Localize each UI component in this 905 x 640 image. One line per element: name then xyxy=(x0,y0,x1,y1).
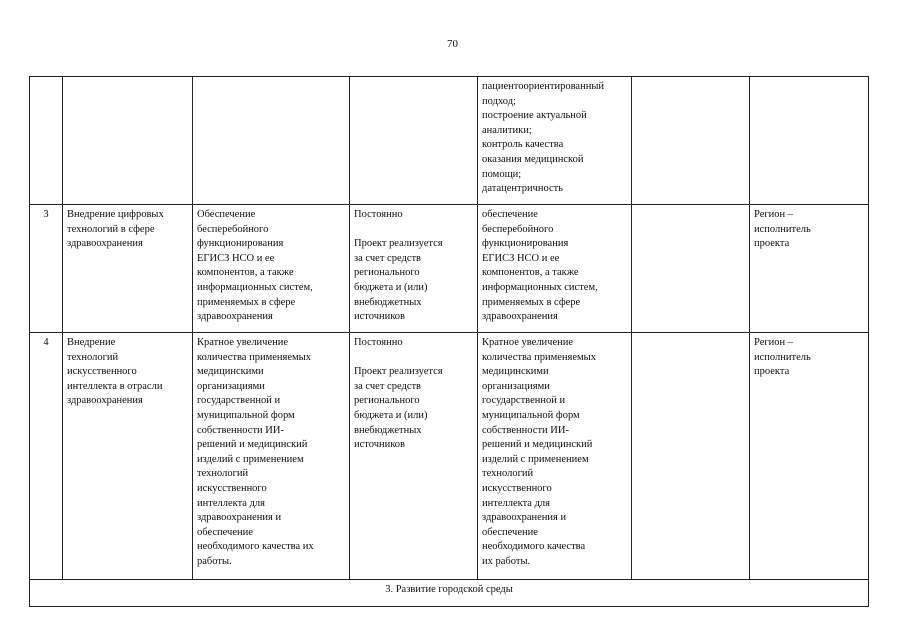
section-heading: 3. Развитие городской среды xyxy=(30,580,869,607)
project-period-cell: Постоянно Проект реализуется за счет средств регионального бюджета и (или) внебюджетных источников xyxy=(350,333,478,580)
project-effect-cell: Кратное увеличение количества применяемых медицинскими организациями государственной и муниципальной форм собственности ИИ- решений и медицинский изделий с применением технологий искусственного интеллекта для здравоохранения и обеспечение необходимого качества их работы. xyxy=(478,333,632,580)
project-executor-cell xyxy=(750,77,869,205)
project-description-cell: Кратное увеличение количества применяемых медицинскими организациями государственной и муниципальной форм собственности ИИ- решений и медицинский изделий с применением технологий искусственного интеллекта для здравоохранения и обеспечение необходимого качества их работы. xyxy=(193,333,350,580)
project-description-cell: Обеспечение бесперебойного функционирования ЕГИСЗ НСО и ее компонентов, а также информационных систем, применяемых в сфере здравоохранения xyxy=(193,205,350,333)
project-empty-cell xyxy=(632,333,750,580)
row-number-cell: 4 xyxy=(30,333,63,580)
project-executor-cell: Регион – исполнитель проекта xyxy=(750,205,869,333)
projects-table xyxy=(29,76,869,607)
project-name-cell: Внедрение цифровых технологий в сфере здравоохранения xyxy=(63,205,193,333)
project-empty-cell xyxy=(632,77,750,205)
project-empty-cell xyxy=(632,205,750,333)
table-row xyxy=(30,77,869,205)
section-heading-row xyxy=(30,580,869,607)
project-name-cell xyxy=(63,77,193,205)
project-description-cell xyxy=(193,77,350,205)
project-name-cell: Внедрение технологий искусственного интеллекта в отрасли здравоохранения xyxy=(63,333,193,580)
table-row xyxy=(30,333,869,580)
project-period-cell: Постоянно Проект реализуется за счет средств регионального бюджета и (или) внебюджетных источников xyxy=(350,205,478,333)
row-number-cell: 3 xyxy=(30,205,63,333)
table-row xyxy=(30,205,869,333)
page-number: 70 xyxy=(447,38,458,50)
project-executor-cell: Регион – исполнитель проекта xyxy=(750,333,869,580)
project-effect-cell: пациентоориентированный подход; построение актуальной аналитики; контроль качества оказания медицинской помощи; датацентричность xyxy=(478,77,632,205)
row-number-cell xyxy=(30,77,63,205)
project-period-cell xyxy=(350,77,478,205)
project-effect-cell: обеспечение бесперебойного функционирования ЕГИСЗ НСО и ее компонентов, а также информационных систем, применяемых в сфере здравоохранения xyxy=(478,205,632,333)
